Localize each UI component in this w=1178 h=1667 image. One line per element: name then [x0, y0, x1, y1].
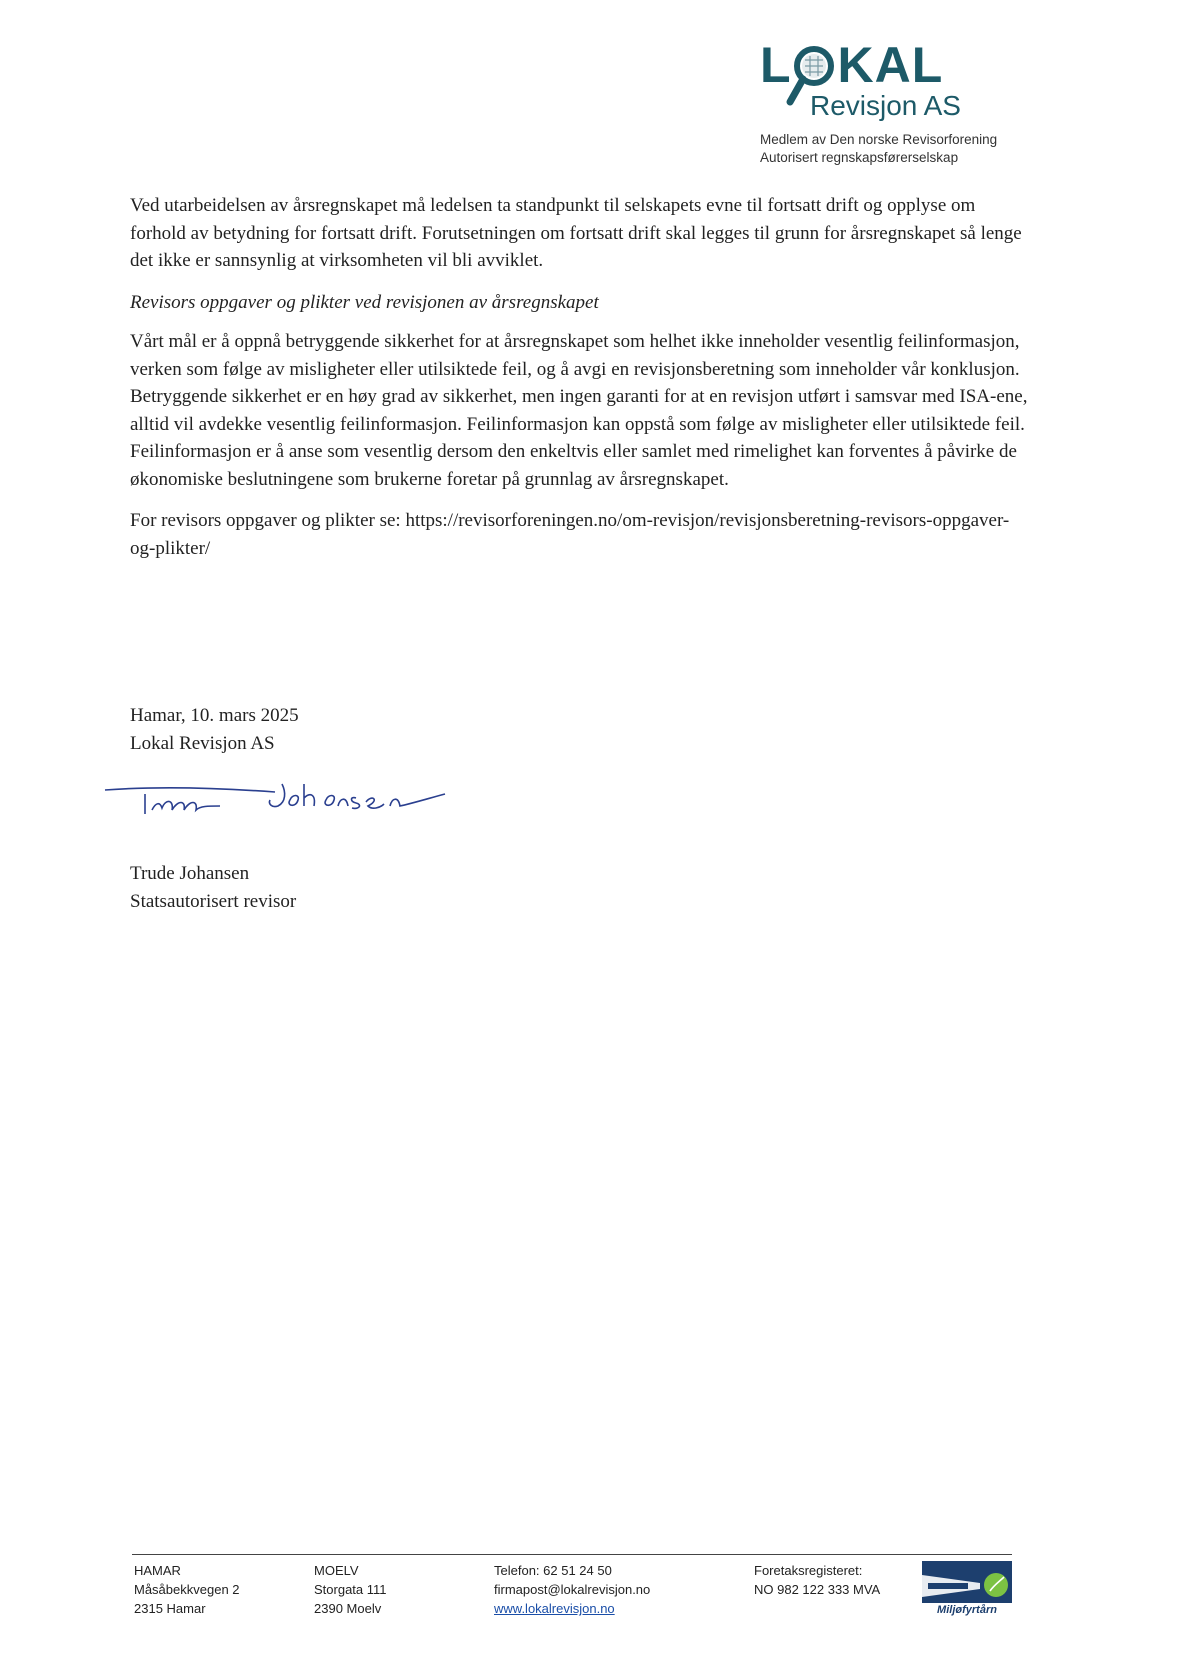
- footer-hamar-address: [134, 1561, 240, 1618]
- footer-contact: [494, 1561, 650, 1618]
- hamar-postal: 2315 Hamar: [134, 1601, 206, 1616]
- place-date: Hamar, 10. mars 2025: [130, 705, 299, 726]
- handwritten-signature: [100, 770, 500, 830]
- footer-registry: [754, 1561, 880, 1599]
- footer-moelv-address: [314, 1561, 387, 1618]
- company-logo: [760, 37, 1020, 170]
- email-address[interactable]: firmapost@lokalrevisjon.no: [494, 1582, 651, 1597]
- logo-letter-l: L: [760, 37, 792, 93]
- hamar-street: Måsåbekkvegen 2: [134, 1582, 240, 1597]
- moelv-postal: 2390 Moelv: [314, 1601, 382, 1616]
- moelv-street: Storgata 111: [314, 1582, 387, 1597]
- logo-letters-kal: KAL: [837, 37, 944, 93]
- letter-body: [130, 192, 1030, 576]
- signatory-block: [130, 860, 296, 916]
- hamar-city: HAMAR: [134, 1563, 181, 1578]
- paragraph-going-concern: Ved utarbeidelsen av årsregnskapet må ledelsen ta standpunkt til selskapets evne til fortsatt drift og opplyse om forhold av betydning for fortsatt drift. Forutsetningen om fortsatt drift skal legges til grunn for årsregnskapet så lenge det ikke er sannsynlig at virksomheten vil bli avviklet.: [130, 195, 1022, 271]
- section-subheading: Revisors oppgaver og plikter ved revisjonen av årsregnskapet: [130, 291, 599, 313]
- paragraph-reference-link: For revisors oppgaver og plikter se: https://revisorforeningen.no/om-revisjon/revisjonsberetning-revisors-oppgaver-og-plikter/: [130, 510, 1010, 559]
- footer-divider: [132, 1554, 1012, 1555]
- website-link[interactable]: www.lokalrevisjon.no: [494, 1601, 615, 1616]
- registry-number: NO 982 122 333 MVA: [754, 1582, 881, 1597]
- miljofyrtarn-label: Miljøfyrtårn: [937, 1604, 997, 1616]
- paragraph-auditor-duties: Vårt mål er å oppnå betryggende sikkerhet for at årsregnskapet som helhet ikke inneholder vesentlig feilinformasjon, verken som følge av misligheter eller utilsiktede feil, og å avgi en revisjonsberetning som inneholder vår konklusjon. Betryggende sikkerhet er en høy grad av sikkerhet, men ingen garanti for at en revisjon utført i samsvar med ISA-ene, alltid vil avdekke vesentlig feilinformasjon. Feilinformasjon kan oppstå som følge av misligheter eller utilsiktede feil. Feilinformasjon er å anse som vesentlig dersom den enkeltvis eller samlet med rimelighet kan forventes å påvirke de økonomiske beslutningene som brukerne foretar på grunnlag av årsregnskapet.: [130, 331, 1028, 490]
- company-name: Lokal Revisjon AS: [130, 733, 275, 754]
- registry-label: Foretaksregisteret:: [754, 1563, 863, 1578]
- authorization-text: Autorisert regnskapsførerselskap: [760, 150, 959, 165]
- membership-text: Medlem av Den norske Revisorforening: [760, 132, 998, 147]
- closing-block: [130, 702, 299, 758]
- phone-number: Telefon: 62 51 24 50: [494, 1563, 612, 1578]
- signatory-title: Statsautorisert revisor: [130, 891, 297, 912]
- logo-subtitle: Revisjon AS: [810, 90, 961, 121]
- signatory-name: Trude Johansen: [130, 863, 250, 884]
- moelv-city: MOELV: [314, 1563, 359, 1578]
